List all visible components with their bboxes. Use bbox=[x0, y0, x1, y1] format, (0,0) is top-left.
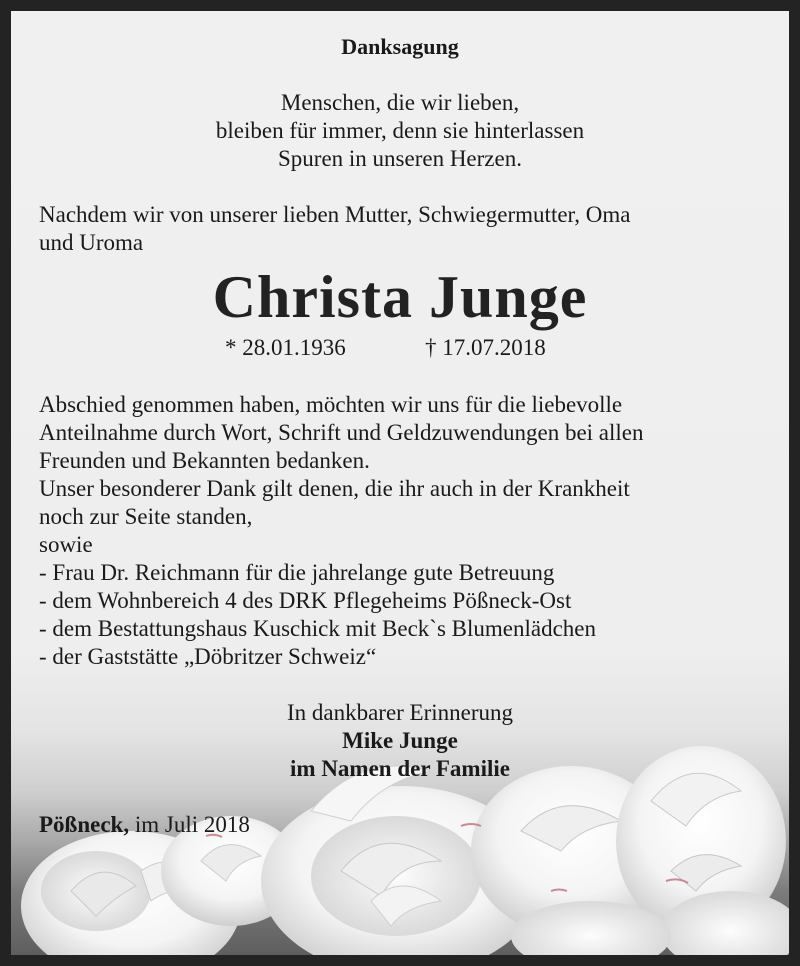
signature-intro: In dankbarer Erinnerung bbox=[286, 700, 514, 725]
poem-line: Menschen, die wir lieben, bbox=[280, 90, 520, 115]
signature-name: Mike Junge bbox=[342, 728, 458, 753]
body-line: Anteilnahme durch Wort, Schrift und Geldzuwendungen bei allen bbox=[39, 420, 644, 445]
poem-line: Spuren in unseren Herzen. bbox=[278, 146, 522, 171]
thanks-list-item: - der Gaststätte „Döbritzer Schweiz“ bbox=[39, 644, 377, 669]
death-date: † 17.07.2018 bbox=[425, 335, 546, 360]
place-month: im Juli 2018 bbox=[129, 812, 250, 837]
thanks-list-item: - Frau Dr. Reichmann für die jahrelange gute Betreuung bbox=[39, 560, 555, 585]
body-line: noch zur Seite standen, bbox=[39, 504, 253, 529]
heading: Danksagung bbox=[341, 34, 459, 59]
birth-date: * 28.01.1936 bbox=[225, 335, 346, 360]
place-city: Pößneck, bbox=[39, 812, 130, 837]
thanks-list-item: - dem Wohnbereich 4 des DRK Pflegeheims Pößneck-Ost bbox=[39, 588, 572, 613]
poem-line: bleiben für immer, denn sie hinterlassen bbox=[215, 118, 585, 143]
body-line: Freunden und Bekannten bedanken. bbox=[39, 448, 370, 473]
body-line: Unser besonderer Dank gilt denen, die ihr auch in der Krankheit bbox=[39, 476, 630, 501]
thanks-list-item: - dem Bestattungshaus Kuschick mit Beck`s Blumenlädchen bbox=[39, 616, 596, 641]
deceased-name: Christa Junge bbox=[212, 264, 588, 330]
intro-line: und Uroma bbox=[39, 230, 144, 255]
body-line: sowie bbox=[39, 532, 93, 557]
body-line: Abschied genommen haben, möchten wir uns für die liebevolle bbox=[39, 392, 623, 417]
intro-line: Nachdem wir von unserer lieben Mutter, Schwiegermutter, Oma bbox=[39, 202, 631, 227]
place-date bbox=[39, 811, 250, 839]
signature-family: im Namen der Familie bbox=[290, 756, 510, 781]
